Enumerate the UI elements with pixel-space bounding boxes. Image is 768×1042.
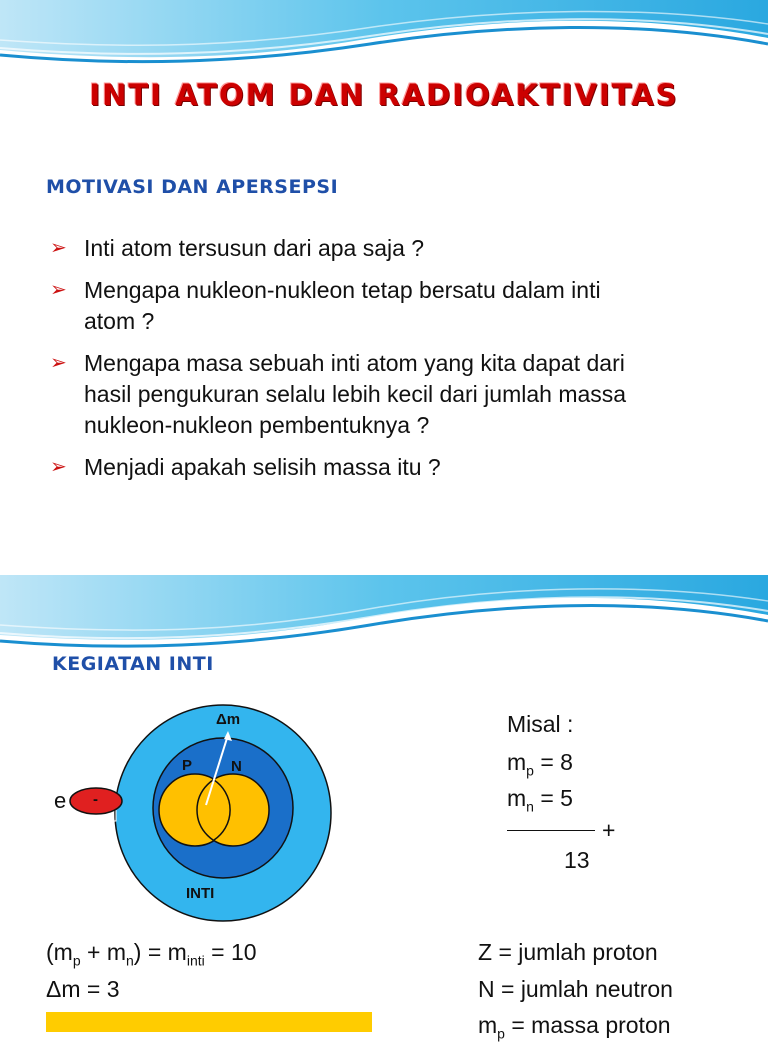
example-mp: $m_p = 8$ [507,749,573,779]
section-subtitle: KEGIATAN INTI [52,653,214,675]
slide-title: INTI ATOM DAN RADIOAKTIVITAS [89,78,679,112]
bullet-item [50,452,740,483]
delta-m-equation: Δm = 3 [46,976,120,1002]
bullet-text: Inti atom tersusun dari apa saja ? [84,235,425,261]
bullet-text: Mengapa nukleon-nukleon tetap bersatu dalam inti [84,277,601,303]
arrow-bullet-icon: ➢ [50,279,67,301]
sum-total: 13 [564,847,590,873]
bullet-item [50,233,740,264]
sum-plus: + [602,817,616,843]
sum-line [507,830,595,831]
arrow-bullet-icon: ➢ [50,237,67,259]
legend-mp: $m_p$ = massa proton [478,1012,671,1042]
slide-2 [0,575,768,1042]
nucleus-label: INTI [186,885,215,902]
neutron-label: N [231,758,242,775]
slide-gap [0,545,768,575]
electron-label: e [54,788,67,813]
section-subtitle: MOTIVASI DAN APERSEPSI [46,176,339,198]
wave-header-decoration [0,0,768,80]
example-label: Misal : [507,711,574,737]
wave-header-decoration [0,575,768,665]
bullet-text: hasil pengukuran selalu lebih kecil dari jumlah massa [84,381,627,407]
proton-label: P [182,757,193,774]
bullet-item [50,348,740,441]
bullet-text: nukleon-nukleon pembentuknya ? [84,412,430,438]
bullet-text: atom ? [84,308,155,334]
arrow-bullet-icon: ➢ [50,456,67,478]
legend-n: N = jumlah neutron [478,976,673,1002]
example-mn: $m_n = 5$ [507,785,573,815]
bullet-text: Mengapa masa sebuah inti atom yang kita dapat dari [84,350,625,376]
electron-sign: - [93,791,98,808]
bullet-item [50,275,740,337]
mass-sum-equation: $(m_p + m_n) = m_{inti} = 10$ [46,939,257,969]
neutron-circle [197,774,269,846]
bullet-list [50,233,740,494]
arrow-bullet-icon: ➢ [50,352,67,374]
delta-m-label: Δm [216,711,241,728]
bullet-text: Menjadi apakah selisih massa itu ? [84,454,441,480]
highlighted-formula-box [46,1012,372,1032]
legend-z: Z = jumlah proton [478,939,658,965]
